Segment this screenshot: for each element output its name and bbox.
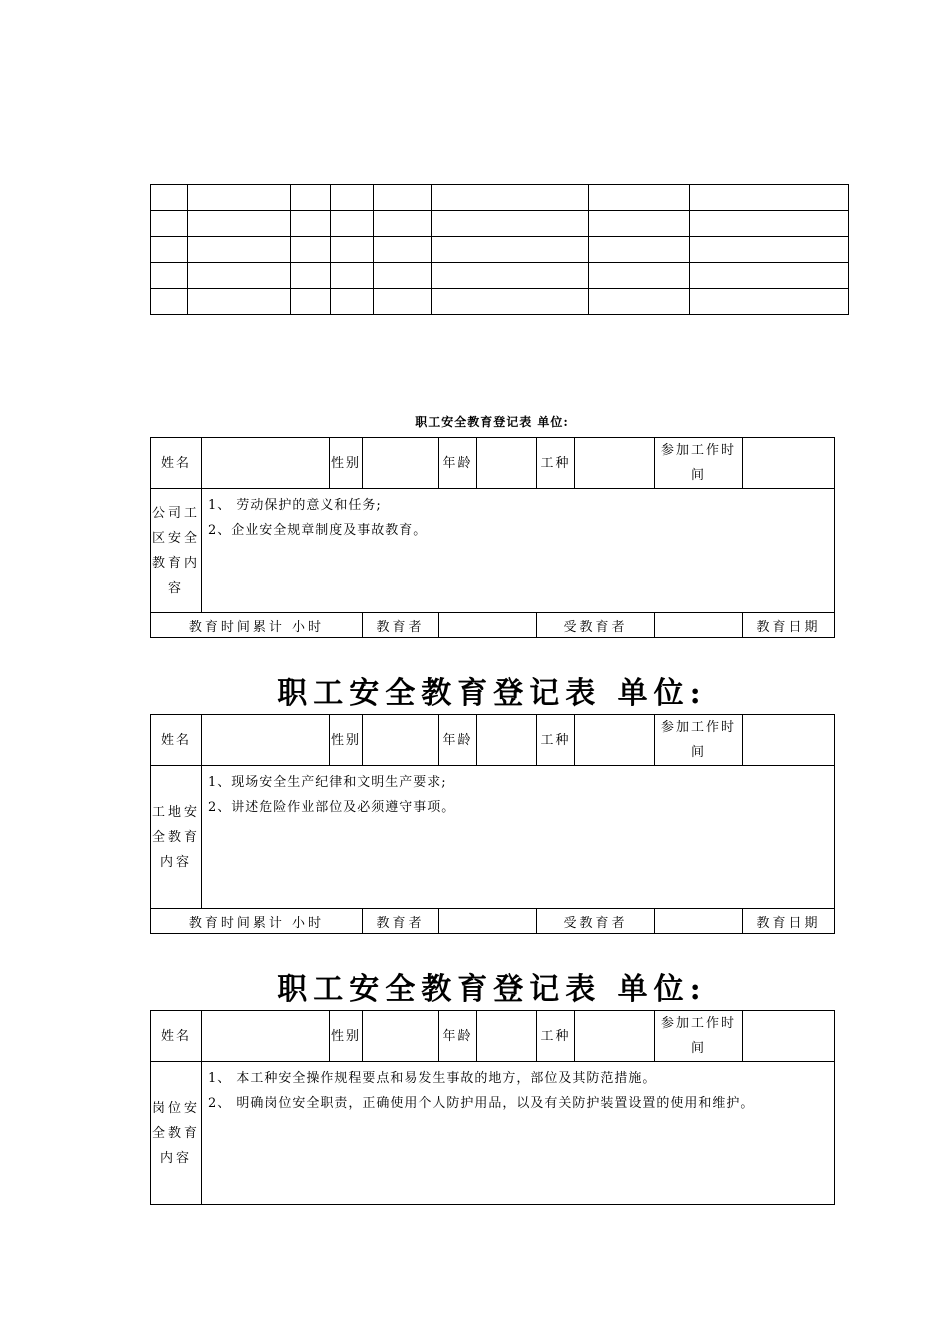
date-label: 教育日期 xyxy=(743,613,835,638)
gender-label: 性别 xyxy=(330,438,363,489)
form2-table xyxy=(150,714,835,934)
trade-field[interactable] xyxy=(575,438,655,489)
form2-title: 职工安全教育登记表 单位: xyxy=(277,676,707,711)
work-start-field[interactable] xyxy=(743,1011,835,1062)
table-row xyxy=(151,766,835,909)
education-content[interactable] xyxy=(202,766,835,909)
table-row xyxy=(151,1062,835,1205)
trade-label: 工种 xyxy=(537,1011,575,1062)
content-item: 1、现场安全生产纪律和文明生产要求; xyxy=(208,775,447,790)
age-label: 年龄 xyxy=(439,715,477,766)
name-label: 姓名 xyxy=(151,1011,202,1062)
name-field[interactable] xyxy=(202,715,330,766)
content-item: 1、 本工种安全操作规程要点和易发生事故的地方，部位及其防范措施。 xyxy=(208,1071,657,1086)
form3-table xyxy=(150,1010,835,1205)
work-start-label: 参加工作时间 xyxy=(655,1011,743,1062)
table-row xyxy=(151,715,835,766)
educator-label: 教育者 xyxy=(363,613,439,638)
gender-label: 性别 xyxy=(330,1011,363,1062)
hours-label: 教育时间累计 小时 xyxy=(151,613,363,638)
table-row xyxy=(151,289,849,315)
education-content[interactable] xyxy=(202,1062,835,1205)
gender-label: 性别 xyxy=(330,715,363,766)
trainee-field[interactable] xyxy=(655,909,743,934)
educator-label: 教育者 xyxy=(363,909,439,934)
work-start-field[interactable] xyxy=(743,715,835,766)
name-field[interactable] xyxy=(202,438,330,489)
trade-label: 工种 xyxy=(537,438,575,489)
educator-field[interactable] xyxy=(439,613,537,638)
work-start-label: 参加工作时间 xyxy=(655,715,743,766)
education-content[interactable] xyxy=(202,489,835,613)
trainee-label: 受教育者 xyxy=(537,909,655,934)
table-row xyxy=(151,1011,835,1062)
age-label: 年龄 xyxy=(439,438,477,489)
name-label: 姓名 xyxy=(151,438,202,489)
content-item: 2、 明确岗位安全职责，正确使用个人防护用品，以及有关防护装置设置的使用和维护。 xyxy=(208,1096,755,1111)
trade-field[interactable] xyxy=(575,1011,655,1062)
table-row xyxy=(151,263,849,289)
age-field[interactable] xyxy=(477,1011,537,1062)
name-field[interactable] xyxy=(202,1011,330,1062)
form1-title: 职工安全教育登记表 单位: xyxy=(415,415,569,429)
date-label: 教育日期 xyxy=(743,909,835,934)
content-item: 2、企业安全规章制度及事故教育。 xyxy=(208,523,428,538)
form1-table xyxy=(150,437,835,638)
table-row xyxy=(151,237,849,263)
trade-label: 工种 xyxy=(537,715,575,766)
educator-field[interactable] xyxy=(439,909,537,934)
table-row xyxy=(151,613,835,638)
table-row xyxy=(151,211,849,237)
work-start-field[interactable] xyxy=(743,438,835,489)
blank-grid-table xyxy=(150,184,849,315)
age-field[interactable] xyxy=(477,715,537,766)
section-label: 工地安全教育内容 xyxy=(151,766,202,909)
table-row xyxy=(151,489,835,613)
age-field[interactable] xyxy=(477,438,537,489)
hours-label: 教育时间累计 小时 xyxy=(151,909,363,934)
trainee-field[interactable] xyxy=(655,613,743,638)
gender-field[interactable] xyxy=(363,1011,439,1062)
content-item: 2、讲述危险作业部位及必须遵守事项。 xyxy=(208,800,456,815)
section-label: 岗位安全教育内容 xyxy=(151,1062,202,1205)
age-label: 年龄 xyxy=(439,1011,477,1062)
gender-field[interactable] xyxy=(363,715,439,766)
name-label: 姓名 xyxy=(151,715,202,766)
trade-field[interactable] xyxy=(575,715,655,766)
content-item: 1、 劳动保护的意义和任务; xyxy=(208,498,382,513)
table-row xyxy=(151,185,849,211)
form3-title: 职工安全教育登记表 单位: xyxy=(277,972,707,1007)
work-start-label: 参加工作时间 xyxy=(655,438,743,489)
trainee-label: 受教育者 xyxy=(537,613,655,638)
table-row xyxy=(151,438,835,489)
table-row xyxy=(151,909,835,934)
section-label: 公司工区安全教育内容 xyxy=(151,489,202,613)
gender-field[interactable] xyxy=(363,438,439,489)
